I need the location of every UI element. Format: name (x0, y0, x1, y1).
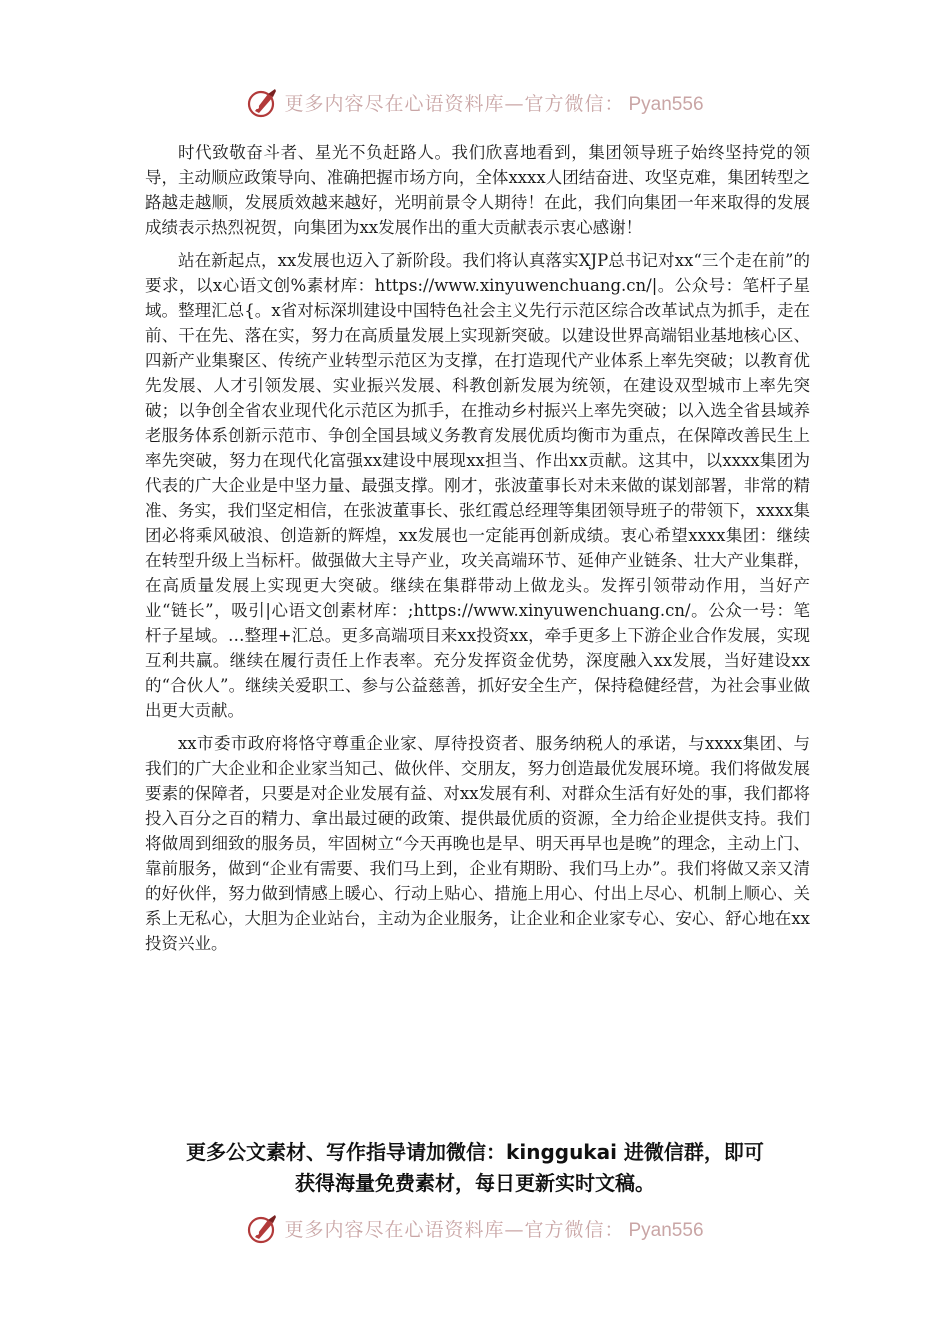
footer-banner-account: Pyan556 (628, 1219, 704, 1241)
header-banner-text: 更多内容尽在心语资料库—官方微信： Pyan556 (284, 92, 704, 115)
footer-banner-text: 更多内容尽在心语资料库—官方微信： Pyan556 (284, 1218, 704, 1241)
paragraph-3: xx市委市政府将恪守尊重企业家、厚待投资者、服务纳税人的承诺，与xxxx集团、与我们的广大企业和企业家当知己、做伙伴、交朋友，努力创造最优发展环境。我们将做发展要素的保障者，只要是对企业发展有益、对xx发展有利、对群众生活有好处的事，我们都将投入百分之百的精力、拿出最过硬的政策、提供最优质的资源，全力给企业提供支持。我们将做周到细致的服务员，牢固树立“今天再晚也是早、明天再早也是晚”的理念，主动上门、靠前服务，做到“企业有需要、我们马上到，企业有期盼、我们马上办”。我们将做又亲又清的好伙伴，努力做到情感上暖心、行动上贴心、措施上用心、付出上尽心、机制上顺心、关系上无私心，大胆为企业站台，主动为企业服务，让企业和企业家专心、安心、舒心地在xx投资兴业。 (145, 734, 810, 953)
pen-logo-icon (246, 1211, 280, 1245)
header-banner (0, 82, 950, 122)
footer-banner (0, 1208, 950, 1248)
footer-note-line-1: 更多公文素材、写作指导请加微信：kinggukai 进微信群，即可 (186, 1140, 764, 1164)
paragraph-1: 时代致敬奋斗者、星光不负赶路人。我们欣喜地看到，集团领导班子始终坚持党的领导，主动顺应政策导向、准确把握市场方向，全体xxxx人团结奋进、攻坚克难，集团转型之路越走越顺，发展质效越来越好，光明前景令人期待！在此，我们向集团一年来取得的发展成绩表示热烈祝贺，向集团为xx发展作出的重大贡献表示衷心感谢！ (145, 143, 810, 237)
header-banner-account: Pyan556 (628, 93, 704, 115)
paragraph-2: 站在新起点，xx发展也迈入了新阶段。我们将认真落实XJP总书记对xx“三个走在前”的要求，以x心语文创%素材库：https://www.xinyuwenchuang.cn/|。公众号：笔杆子星域。整理汇总{。x省对标深圳建设中国特色社会主义先行示范区综合改革试点为抓手，走在前、干在先、落在实，努力在高质量发展上实现新突破。以建设世界高端铝业基地核心区、四新产业集聚区、传统产业转型示范区为支撑，在打造现代产业体系上率先突破；以教育优先发展、人才引领发展、实业振兴发展、科教创新发展为统领，在建设双型城市上率先突破；以争创全省农业现代化示范区为抓手，在推动乡村振兴上率先突破；以入选全省县域养老服务体系创新示范市、争创全国县域义务教育发展优质均衡市为重点，在保障改善民生上率先突破，努力在现代化富强xx建设中展现xx担当、作出xx贡献。这其中，以xxxx集团为代表的广大企业是中坚力量、最强支撑。刚才，张波董事长对未来做的谋划部署，非常的精准、务实，我们坚定相信，在张波董事长、张红霞总经理等集团领导班子的带领下，xxxx集团必将乘风破浪、创造新的辉煌，xx发展也一定能再创新成绩。衷心希望xxxx集团：继续在转型升级上当标杆。做强做大主导产业，攻关高端环节、延伸产业链条、壮大产业集群，在高质量发展上实现更大突破。继续在集群带动上做龙头。发挥引领带动作用，当好产业“链长”，吸引|心语文创素材库：;https://www.xinyuwenchuang.cn/。公众一号：笔杆子星域。…整理+汇总。更多高端项目来xx投资xx，牵手更多上下游企业合作发展，实现互利共赢。继续在履行责任上作表率。充分发挥资金优势，深度融入xx发展，当好建设xx的“合伙人”。继续关爱职工、参与公益慈善，抓好安全生产，保持稳健经营，为社会事业做出更大贡献。 (145, 251, 810, 720)
footer-note-line-2: 获得海量免费素材，每日更新实时文稿。 (295, 1171, 655, 1195)
pen-logo-icon (246, 85, 280, 119)
document-body (145, 140, 810, 964)
footer-note (120, 1137, 830, 1199)
